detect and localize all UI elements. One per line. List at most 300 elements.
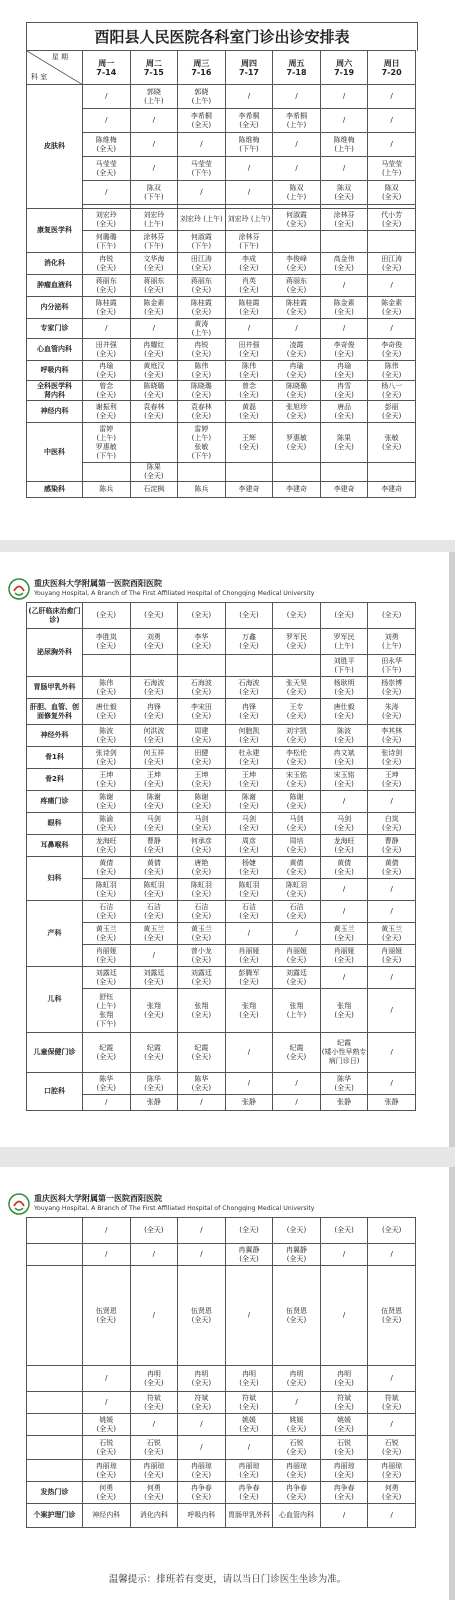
schedule-row (27, 699, 416, 725)
doctor-cell: 石锐 (全天) (83, 1436, 131, 1460)
doctor-cell: / (273, 1392, 321, 1414)
corner-weekday-label: 星 期 (51, 53, 68, 61)
doctor-cell: 冉争春 (全天) (320, 1482, 368, 1504)
doctor-cell: 冉文斌 (全天) (320, 747, 368, 769)
doctor-cell: 冉丽琼 (全天) (225, 1460, 273, 1482)
doctor-cell: 何勇 (全天) (83, 1482, 131, 1504)
doctor-cell: / (368, 791, 416, 813)
doctor-cell: (全天) (320, 603, 368, 629)
doctor-cell: / (368, 967, 416, 989)
schedule-row (27, 1436, 416, 1460)
corner-dept-label: 科 室 (31, 73, 48, 81)
department-cell (27, 1366, 83, 1392)
schedule-row (27, 157, 416, 181)
schedule-row (27, 677, 416, 699)
doctor-cell: 符斌 (全天) (178, 1392, 226, 1414)
doctor-cell: 涂林芬 (下午) (130, 231, 178, 253)
schedule-row (27, 1392, 416, 1414)
doctor-cell: 张翔 (全天) (320, 989, 368, 1033)
day-header: 周日 7-20 (368, 51, 416, 85)
doctor-cell: 石洁 (全天) (130, 901, 178, 923)
doctor-cell: 彭丽 (全天) (368, 401, 416, 423)
doctor-cell: 马莹莹 (下午) (178, 157, 226, 181)
schedule-row (27, 1266, 416, 1366)
department-cell: 感染科 (27, 482, 83, 498)
doctor-cell: 陈金素 (全天) (368, 297, 416, 319)
schedule-row (27, 1460, 416, 1482)
schedule-row (27, 297, 416, 319)
department-cell: 个案护理门诊 (27, 1504, 83, 1528)
schedule-row (27, 835, 416, 857)
doctor-cell: 冉丽琼 (全天) (368, 1460, 416, 1482)
hospital-logo-icon (8, 578, 30, 600)
doctor-cell: (全天) (368, 1218, 416, 1244)
doctor-cell: 姚媛 (全天) (83, 1414, 131, 1436)
doctor-cell: 文华海 (全天) (130, 253, 178, 275)
doctor-cell: 伍贤恩 (全天) (368, 1266, 416, 1366)
doctor-cell: / (273, 85, 321, 109)
doctor-cell: 蒋丽东 (全天) (273, 275, 321, 297)
doctor-cell: 陈双 (全天) (368, 181, 416, 205)
doctor-cell: 龙海旺 (全天) (320, 835, 368, 857)
doctor-cell: 曾念 (全天) (83, 381, 131, 401)
schedule-row (27, 901, 416, 923)
doctor-cell: 伍贤恩 (全天) (178, 1266, 226, 1366)
doctor-cell: 冉明 (全天) (178, 1366, 226, 1392)
doctor-cell: / (83, 1095, 131, 1111)
schedule-row (27, 401, 416, 423)
doctor-cell: (全天) (83, 603, 131, 629)
schedule-row (27, 253, 416, 275)
doctor-cell: / (273, 157, 321, 181)
department-cell: 骨1科 (27, 747, 83, 769)
doctor-cell: 冉争春 (全天) (225, 1482, 273, 1504)
doctor-cell: / (320, 901, 368, 923)
department-cell: 心血管内科 (27, 339, 83, 361)
doctor-cell: 郭晓 (上午) (178, 85, 226, 109)
doctor-cell: / (320, 85, 368, 109)
doctor-cell: 罗惠敏 (全天) (273, 423, 321, 463)
department-cell: (乙肝临床治愈门诊) (27, 603, 83, 629)
doctor-cell: 石海波 (全天) (178, 677, 226, 699)
doctor-cell: 陈虹羽 (全天) (83, 879, 131, 901)
day-header: 周三 7-16 (178, 51, 226, 85)
doctor-cell: / (130, 1244, 178, 1266)
doctor-cell: 冉明 (全天) (130, 1366, 178, 1392)
department-cell: 泌尿胸外科 (27, 629, 83, 677)
schedule-row (27, 769, 416, 791)
schedule-row (27, 1033, 416, 1073)
doctor-cell: 何淑霞 (下午) (178, 231, 226, 253)
department-cell (27, 1436, 83, 1460)
doctor-cell: 周培 (全天) (273, 835, 321, 857)
doctor-cell: 曾念 (全天) (225, 381, 273, 401)
scrollbar-track[interactable] (449, 552, 455, 1147)
doctor-cell: 冉丽琼 (全天) (83, 1460, 131, 1482)
doctor-cell: 黄倩 (全天) (368, 857, 416, 879)
doctor-cell: / (320, 1244, 368, 1266)
doctor-cell: 田健 (全天) (178, 747, 226, 769)
doctor-cell: 张诗剑 (全天) (83, 747, 131, 769)
schedule-row (27, 275, 416, 297)
department-cell: 内分泌科 (27, 297, 83, 319)
doctor-cell: 何洪波 (全天) (130, 725, 178, 747)
page-separator (0, 540, 455, 552)
doctor-cell: 符斌 (全天) (320, 1392, 368, 1414)
doctor-cell: 黄玉兰 (全天) (368, 923, 416, 945)
department-cell: 儿科 (27, 967, 83, 1033)
doctor-cell (130, 655, 178, 677)
doctor-cell: 郭晓 (上午) (130, 85, 178, 109)
doctor-cell: / (368, 85, 416, 109)
doctor-cell: (全天) (178, 603, 226, 629)
department-cell: 眼科 (27, 813, 83, 835)
schedule-table-1 (26, 50, 416, 498)
department-cell: 儿童保健门诊 (27, 1033, 83, 1073)
doctor-cell: / (130, 1266, 178, 1366)
doctor-cell: 陈双 (下午) (130, 181, 178, 205)
schedule-row (27, 879, 416, 901)
doctor-cell: 何淑霞 (全天) (273, 209, 321, 231)
schedule-row (27, 361, 416, 381)
doctor-cell: 陈果 (全天) (320, 423, 368, 463)
doctor-cell: 万鑫 (全天) (225, 629, 273, 655)
schedule-row (27, 923, 416, 945)
doctor-cell: 石海波 (全天) (225, 677, 273, 699)
schedule-row (27, 791, 416, 813)
doctor-cell (225, 463, 273, 482)
doctor-cell: / (225, 85, 273, 109)
doctor-cell: 何玉祥 (全天) (130, 747, 178, 769)
schedule-row (27, 181, 416, 205)
doctor-cell: 王坤 (全天) (178, 769, 226, 791)
page-title: 酉阳县人民医院各科室门诊出诊安排表 (26, 22, 418, 51)
doctor-cell: 涂林芬 (全天) (320, 209, 368, 231)
schedule-row (27, 655, 416, 677)
footer-note: 温馨提示：排班若有变更，请以当日门诊医生坐诊为准。 (108, 1574, 347, 1585)
doctor-cell: 刘露廷 (全天) (130, 967, 178, 989)
schedule-row (27, 725, 416, 747)
doctor-cell: 肖英 (全天) (225, 275, 273, 297)
doctor-cell: 高金伟 (全天) (320, 253, 368, 275)
doctor-cell: 冉锐 (全天) (178, 339, 226, 361)
doctor-cell: (全天) (130, 1218, 178, 1244)
hospital-name-en: Youyang Hospital, A Branch of The First Affiliated Hospital of Chongqing Medical University (34, 1205, 315, 1212)
doctor-cell: / (225, 923, 273, 945)
doctor-cell: 冉瑜 (全天) (83, 361, 131, 381)
doctor-cell: 黄磊 (全天) (225, 401, 273, 423)
doctor-cell: 刘露廷 (全天) (273, 967, 321, 989)
doctor-cell: 陈金素 (全天) (130, 297, 178, 319)
doctor-cell: 张翔 (上午) (273, 989, 321, 1033)
doctor-cell: 冉明 (全天) (320, 1366, 368, 1392)
doctor-cell: / (368, 319, 416, 339)
doctor-cell: / (273, 133, 321, 157)
doctor-cell: / (225, 157, 273, 181)
hospital-name-en: Youyang Hospital, A Branch of The First Affiliated Hospital of Chongqing Medical University (34, 590, 315, 597)
doctor-cell: / (320, 967, 368, 989)
doctor-cell: / (368, 989, 416, 1033)
schedule-row (27, 339, 416, 361)
department-cell: 全科医学科 肾内科 (27, 381, 83, 401)
schedule-row (27, 629, 416, 655)
doctor-cell: / (320, 1504, 368, 1528)
page-separator (0, 1147, 455, 1167)
doctor-cell: 唐艳 (全天) (178, 857, 226, 879)
doctor-cell: 陈桂霞 (全天) (225, 297, 273, 319)
doctor-cell: / (178, 1244, 226, 1266)
doctor-cell: 李俊峰 (全天) (273, 253, 321, 275)
doctor-cell: / (130, 109, 178, 133)
doctor-cell: 袁春林 (全天) (130, 401, 178, 423)
hospital-logo-icon (8, 1193, 30, 1215)
doctor-cell (320, 231, 368, 253)
doctor-cell: / (368, 109, 416, 133)
doctor-cell: 何胞凯 (全天) (225, 725, 273, 747)
doctor-cell: 胃肠甲乳外科 (225, 1504, 273, 1528)
doctor-cell: (全天) (225, 1218, 273, 1244)
doctor-cell: 神经内科 (83, 1504, 131, 1528)
doctor-cell: 马剑 (全天) (320, 813, 368, 835)
doctor-cell: / (320, 879, 368, 901)
doctor-cell: 刘宏玲 (上午) (225, 209, 273, 231)
doctor-cell: 符斌 (全天) (225, 1392, 273, 1414)
department-cell: 肝胆、血管、创面修复外科 (27, 699, 83, 725)
doctor-cell: 杨八一 (全天) (368, 381, 416, 401)
doctor-cell: 张天昊 (全天) (273, 677, 321, 699)
doctor-cell: 马剑 (全天) (130, 813, 178, 835)
doctor-cell: 周建 (全天) (178, 725, 226, 747)
department-cell: 皮肤科 (27, 85, 83, 209)
doctor-cell: / (83, 181, 131, 205)
doctor-cell: / (225, 181, 273, 205)
doctor-cell: 陈维梅 (全天) (83, 133, 131, 157)
schedule-row (27, 209, 416, 231)
doctor-cell: 张翔 (全天) (130, 989, 178, 1033)
doctor-cell: 消化内科 (130, 1504, 178, 1528)
doctor-cell: 张敏 (全天) (368, 423, 416, 463)
doctor-cell: 黄庭汉 (全天) (130, 361, 178, 381)
doctor-cell: 张静 (368, 1095, 416, 1111)
doctor-cell (368, 463, 416, 482)
doctor-cell: 凌霞 (全天) (273, 339, 321, 361)
doctor-cell: 陈兵 (178, 482, 226, 498)
doctor-cell: 白岚 (全天) (368, 813, 416, 835)
doctor-cell: 石洁 (全天) (178, 901, 226, 923)
doctor-cell: 伍贤恩 (全天) (273, 1266, 321, 1366)
doctor-cell: 陈虹羽 (全天) (225, 879, 273, 901)
doctor-cell: 伍贤恩 (全天) (83, 1266, 131, 1366)
schedule-row (27, 231, 416, 253)
doctor-cell: 陈谢 (全天) (83, 791, 131, 813)
doctor-cell: 冉丽琼 (全天) (178, 1460, 226, 1482)
doctor-cell: / (368, 1366, 416, 1392)
doctor-cell: 呼吸内科 (178, 1504, 226, 1528)
doctor-cell: / (130, 157, 178, 181)
doctor-cell: 冉明 (全天) (225, 1366, 273, 1392)
doctor-cell: 曾小龙 (全天) (178, 945, 226, 967)
doctor-cell: / (225, 1436, 273, 1460)
doctor-cell: 陈果 (全天) (130, 463, 178, 482)
doctor-cell: 刘宏玲 (上午) (178, 209, 226, 231)
schedule-row (27, 85, 416, 109)
doctor-cell: 冉争春 (全天) (273, 1482, 321, 1504)
doctor-cell: / (225, 1266, 273, 1366)
doctor-cell: 龙海旺 (全天) (83, 835, 131, 857)
doctor-cell (178, 655, 226, 677)
doctor-cell: (全天) (273, 1218, 321, 1244)
department-cell: 耳鼻喉科 (27, 835, 83, 857)
doctor-cell: 蒋丽东 (全天) (83, 275, 131, 297)
department-cell: 骨2科 (27, 769, 83, 791)
doctor-cell: 马剑 (全天) (225, 813, 273, 835)
doctor-cell: 杨耿明 (全天) (320, 677, 368, 699)
doctor-cell: / (273, 923, 321, 945)
doctor-cell: / (368, 133, 416, 157)
doctor-cell: 冉丽琼 (全天) (320, 1460, 368, 1482)
schedule-row (27, 381, 416, 401)
doctor-cell: 刘胜平 (下午) (320, 655, 368, 677)
doctor-cell: (全天) (273, 603, 321, 629)
doctor-cell: 李奇俊 (全天) (320, 339, 368, 361)
doctor-cell: 李建奇 (368, 482, 416, 498)
doctor-cell: 马莹莹 (上午) (368, 157, 416, 181)
schedule-row (27, 423, 416, 463)
department-cell: 呼吸内科 (27, 361, 83, 381)
doctor-cell: 罗军民 (上午) (320, 629, 368, 655)
doctor-cell: 马剑 (全天) (273, 813, 321, 835)
doctor-cell: 李松伦 (全天) (273, 747, 321, 769)
doctor-cell: 陈渝 (全天) (83, 813, 131, 835)
doctor-cell: 黄玉兰 (全天) (178, 923, 226, 945)
doctor-cell: 李成 (全天) (225, 253, 273, 275)
doctor-cell: / (368, 901, 416, 923)
doctor-cell: 何勇 (全天) (130, 1482, 178, 1504)
department-cell (27, 1392, 83, 1414)
doctor-cell: 石淀枫 (130, 482, 178, 498)
doctor-cell: 黄玉兰 (全天) (320, 923, 368, 945)
department-cell (27, 1414, 83, 1436)
doctor-cell: 心血管内科 (273, 1504, 321, 1528)
day-header: 周一 7-14 (83, 51, 131, 85)
doctor-cell: 何璐璐 (下午) (83, 231, 131, 253)
schedule-row (27, 603, 416, 629)
doctor-cell: 冉锋 (全天) (130, 699, 178, 725)
schedule-row (27, 482, 416, 498)
doctor-cell: 田井强 (全天) (83, 339, 131, 361)
doctor-cell: 姚媛 (全天) (225, 1414, 273, 1436)
doctor-cell: 刘露廷 (全天) (83, 967, 131, 989)
doctor-cell: 张静 (320, 1095, 368, 1111)
doctor-cell: / (273, 1095, 321, 1111)
doctor-cell: 黄倩 (全天) (273, 857, 321, 879)
doctor-cell: / (368, 1414, 416, 1436)
doctor-cell: / (83, 109, 131, 133)
doctor-cell: 罗军民 (全天) (273, 629, 321, 655)
doctor-cell: / (130, 133, 178, 157)
department-cell: 妇科 (27, 857, 83, 901)
doctor-cell: 陈虹羽 (全天) (130, 879, 178, 901)
doctor-cell (130, 423, 178, 463)
doctor-cell: / (368, 879, 416, 901)
doctor-cell: 李宋田 (全天) (178, 699, 226, 725)
doctor-cell: 陈谢 (全天) (130, 791, 178, 813)
doctor-cell: 肖丽娅 (全天) (320, 945, 368, 967)
doctor-cell: 张诗剑 (全天) (368, 747, 416, 769)
doctor-cell: 刘宏玲 (上午) (130, 209, 178, 231)
doctor-cell: / (83, 1366, 131, 1392)
doctor-cell: 宋玉铭 (全天) (320, 769, 368, 791)
schedule-row (27, 1095, 416, 1111)
header-corner (27, 51, 83, 85)
doctor-cell: 陈桂霞 (全天) (83, 297, 131, 319)
doctor-cell: 杜永建 (全天) (225, 747, 273, 769)
doctor-cell: / (83, 319, 131, 339)
schedule-row (27, 319, 416, 339)
doctor-cell: 唐品 (全天) (320, 401, 368, 423)
doctor-cell: 陈桂霞 (全天) (273, 297, 321, 319)
doctor-cell: (全天) (130, 603, 178, 629)
scrollbar-track[interactable] (449, 1167, 455, 1600)
department-cell: 产科 (27, 901, 83, 967)
doctor-cell: 刘露廷 (全天) (178, 967, 226, 989)
doctor-cell: 何承彦 (全天) (178, 835, 226, 857)
doctor-cell: / (320, 319, 368, 339)
doctor-cell: (全天) (225, 603, 273, 629)
doctor-cell: / (83, 1218, 131, 1244)
doctor-cell: 黄倩 (全天) (130, 857, 178, 879)
doctor-cell: 刘宇凯 (全天) (273, 725, 321, 747)
doctor-cell: 姚媛 (全天) (320, 1414, 368, 1436)
doctor-cell: 马莹莹 (全天) (83, 157, 131, 181)
doctor-cell: 陈华 (全天) (83, 1073, 131, 1095)
doctor-cell: / (273, 319, 321, 339)
doctor-cell: 黄倩 (全天) (83, 857, 131, 879)
doctor-cell: 纪霞 (全天) (83, 1033, 131, 1073)
doctor-cell: / (225, 1073, 273, 1095)
day-header: 周五 7-18 (273, 51, 321, 85)
doctor-cell: 符斌 (全天) (368, 1392, 416, 1414)
doctor-cell: / (320, 791, 368, 813)
doctor-cell: 冉锐 (全天) (83, 253, 131, 275)
doctor-cell: 雷婷 (上午) 张敏 (下午) (178, 423, 226, 463)
doctor-cell: 彭腾军 (全天) (225, 967, 273, 989)
doctor-cell: 张旭珍 (全天) (273, 401, 321, 423)
doctor-cell: 陈虹羽 (全天) (178, 879, 226, 901)
doctor-cell: 宋玉铭 (全天) (273, 769, 321, 791)
doctor-cell: 冉瑜 (全天) (273, 361, 321, 381)
schedule-row (27, 1073, 416, 1095)
doctor-cell: 纪霞 (全天) (273, 1033, 321, 1073)
doctor-cell: 王坤 (全天) (130, 769, 178, 791)
department-cell (27, 1218, 83, 1244)
doctor-cell (273, 231, 321, 253)
doctor-cell (368, 231, 416, 253)
doctor-cell: 黄倩 (全天) (320, 857, 368, 879)
doctor-cell: 何勇 (全天) (368, 1482, 416, 1504)
doctor-cell: / (225, 319, 273, 339)
doctor-cell: 纪霞 (全天) (130, 1033, 178, 1073)
doctor-cell: 冉丽琼 (全天) (130, 1460, 178, 1482)
doctor-cell: 冉雪 (全天) (320, 381, 368, 401)
doctor-cell: / (225, 1033, 273, 1073)
doctor-cell: 李胜岚 (全天) (83, 629, 131, 655)
doctor-cell: 代小芳 (全天) (368, 209, 416, 231)
department-cell: 口腔科 (27, 1073, 83, 1111)
doctor-cell: 肖丽娅 (全天) (273, 945, 321, 967)
doctor-cell: 谢振利 (全天) (83, 401, 131, 423)
department-cell: 神经内科 (27, 401, 83, 423)
